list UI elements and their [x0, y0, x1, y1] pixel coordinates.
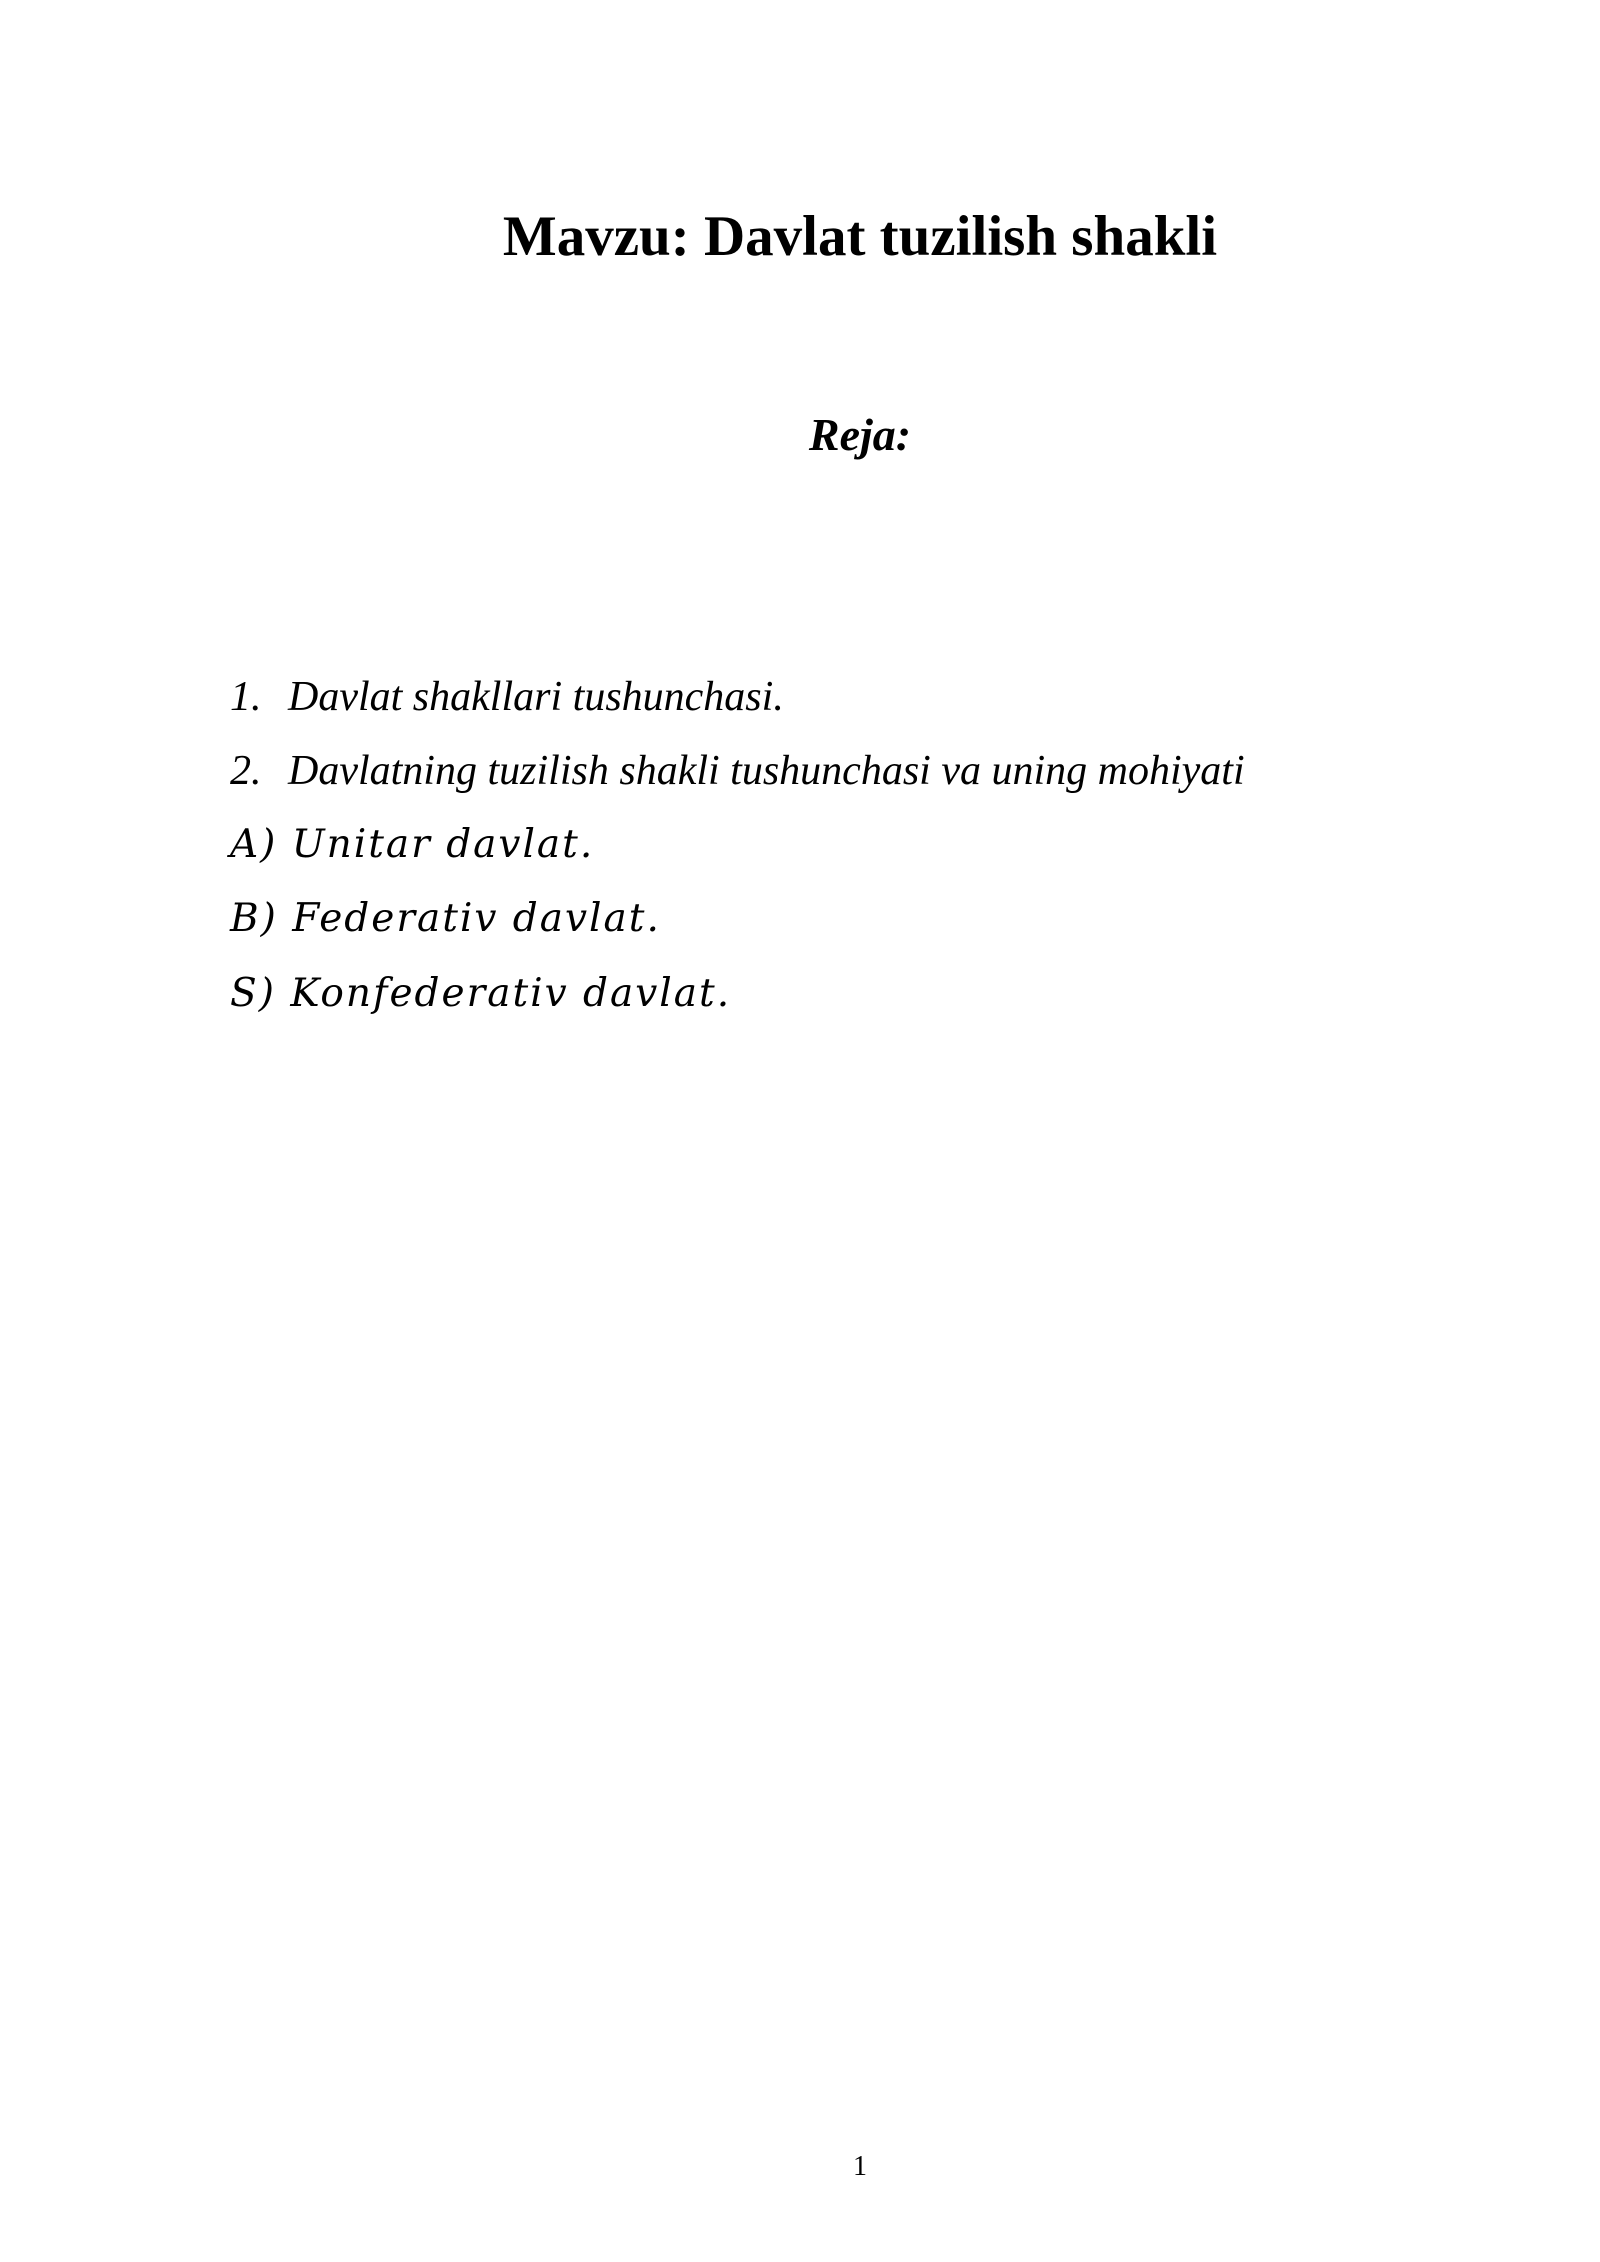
plan-subitem-text: A) Unitar davlat. [230, 822, 595, 867]
plan-item-1 [230, 670, 784, 724]
plan-item-2 [230, 744, 1245, 798]
plan-subitem-a [230, 818, 594, 872]
plan-subitem-text: B) Federativ davlat. [230, 896, 661, 941]
page-title: Mavzu: Davlat tuzilish shakli [502, 205, 1218, 268]
page-number: 1 [853, 2151, 867, 2182]
plan-subitem-b [230, 892, 661, 946]
plan-subitem-s [230, 967, 731, 1021]
plan-item-text: Davlatning tuzilish shakli tushunchasi va uning mohiyati [288, 748, 1245, 794]
plan-item-number: 2. [230, 748, 262, 794]
plan-heading: Reja: [808, 409, 912, 460]
plan-item-text: Davlat shakllari tushunchasi. [288, 674, 784, 720]
plan-subitem-text: S) Konfederativ davlat. [230, 971, 732, 1016]
plan-item-number: 1. [230, 674, 262, 720]
